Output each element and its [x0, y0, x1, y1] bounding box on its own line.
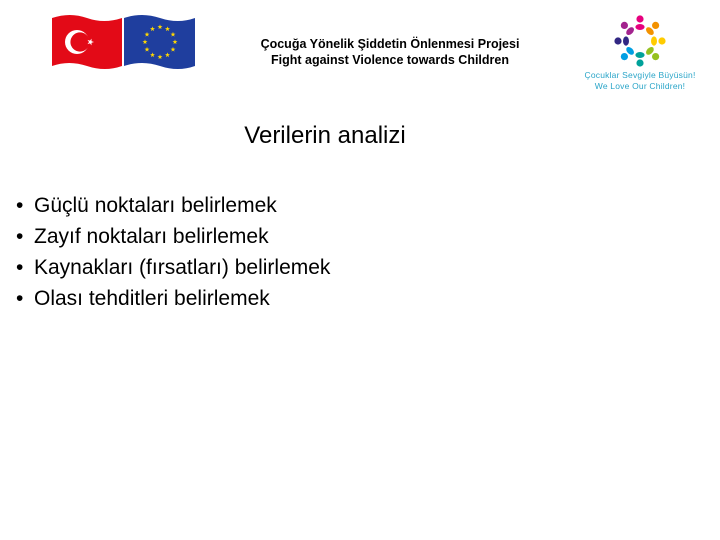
bullet-item [16, 190, 576, 221]
tagline-tr: Çocuklar Sevgiyle Büyüsün! [584, 70, 696, 80]
bullet-text: Güçlü noktaları belirlemek [34, 194, 277, 217]
logo-figure-head [636, 59, 643, 66]
slide-title: Verilerin analizi [244, 122, 406, 149]
tagline-en: We Love Our Children! [594, 81, 686, 91]
children-circle-logo-icon [612, 14, 668, 68]
logo-figure-body [635, 52, 644, 58]
logo-figure-head [658, 37, 665, 44]
logo-figure-body [623, 36, 629, 45]
flags-group [50, 12, 198, 72]
logo-figure-head [652, 22, 659, 29]
bullet-list [16, 190, 576, 314]
logo-figure-body [651, 36, 657, 45]
bullet-text: Olası tehditleri belirlemek [34, 287, 270, 310]
bullet-dot-icon: • [16, 287, 24, 310]
logo-figure-head [636, 15, 643, 22]
tagline [560, 70, 720, 92]
logo-figure-head [614, 37, 621, 44]
project-title-tr: Çocuğa Yönelik Şiddetin Önlenmesi Projesi [260, 37, 520, 51]
eu-flag-icon [123, 12, 197, 70]
logo-figure-head [652, 53, 659, 60]
logo-figure-head [621, 22, 628, 29]
project-title-en: Fight against Violence towards Children [270, 53, 509, 67]
bullet-dot-icon: • [16, 225, 24, 248]
project-title [215, 36, 565, 68]
logo-figure-head [621, 53, 628, 60]
bullet-dot-icon: • [16, 194, 24, 217]
bullet-item [16, 221, 576, 252]
bullet-text: Kaynakları (fırsatları) belirlemek [34, 256, 331, 279]
bullet-item [16, 283, 576, 314]
bullet-item [16, 252, 576, 283]
bullet-text: Zayıf noktaları belirlemek [34, 225, 269, 248]
bullet-dot-icon: • [16, 256, 24, 279]
logo-figure-body [635, 24, 644, 30]
turkey-flag-icon [50, 12, 124, 70]
